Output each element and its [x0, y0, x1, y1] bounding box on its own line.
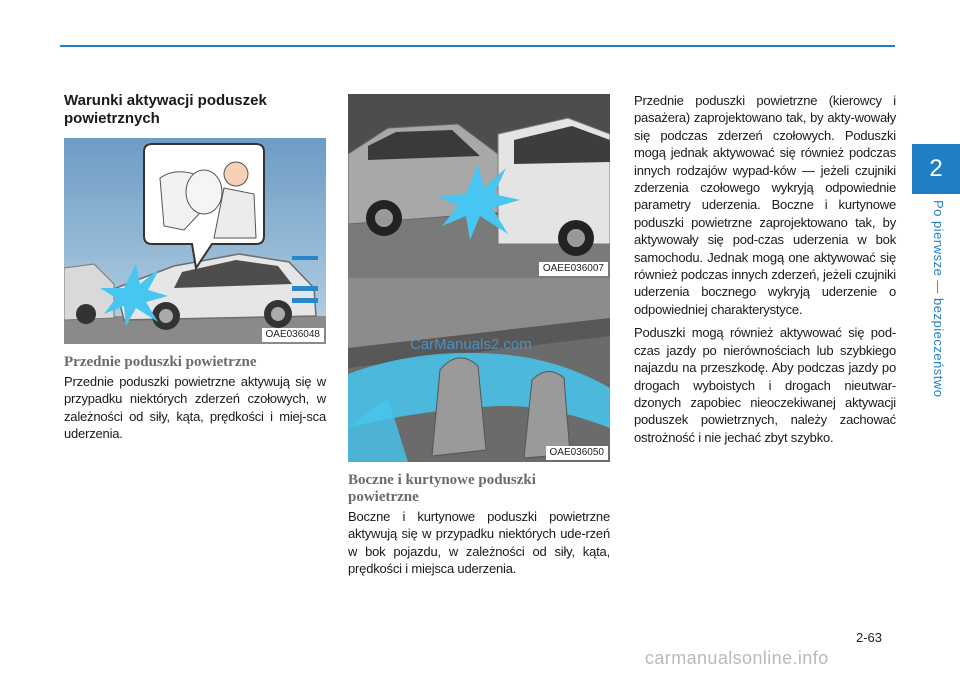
figure-code: OAE036050 [546, 446, 609, 460]
footer-watermark: carmanualsonline.info [645, 648, 829, 668]
figure-curtain-airbag [348, 278, 610, 462]
section-heading: Warunki aktywacji poduszek powietrznych [64, 92, 267, 127]
subheading-frontal: Przednie poduszki powietrzne [64, 354, 257, 370]
subheading-side: Boczne i kurtynowe poduszki powietrzne [348, 472, 536, 505]
body-side: Boczne i kurtynowe poduszki powietrzne aktywują się w przypadku niektórych ude-rzeń w bok pojazdu, w zależności od siły, kąta, prędkości i miejsca uderzenia. [348, 509, 610, 577]
body-frontal: Przednie poduszki powietrzne aktywują się w przypadku niektórych zderzeń czołowych, w zależności od siły, kąta, prędkości i miej-sca uderzenia. [64, 374, 326, 442]
page-number: 2-63 [856, 630, 883, 645]
body-paragraph-2: Poduszki mogą również aktywować się pod-czas jazdy po nierównościach lub szybkiego najazdu na przeszkodę. Aby podczas jazdy po drogach wyboistych i drogach nieutwar-dzonych zapobiec nieoczekiwanej aktywacji poduszek powietrznych, należy zachować ostrożność i nie jechać zbyt szybko. [634, 325, 896, 445]
watermark: CarManuals2.com [410, 336, 532, 353]
side-crash-illustration [348, 94, 610, 278]
chapter-title: Po pierwsze — bezpieczeństwo [931, 200, 946, 398]
figure-code: OAE036048 [262, 328, 325, 342]
column-3 [634, 92, 896, 446]
frontal-crash-illustration [64, 138, 326, 344]
curtain-airbag-illustration [348, 278, 610, 462]
header-rule [60, 45, 895, 47]
figure-code: OAEE036007 [539, 262, 608, 276]
figure-frontal-airbag [64, 138, 326, 344]
chapter-tab[interactable]: 2 [912, 144, 960, 194]
column-2 [348, 94, 610, 578]
column-1 [64, 92, 326, 443]
figure-side-impact [348, 94, 610, 278]
body-paragraph-1: Przednie poduszki powietrzne (kierowcy i pasażera) zaprojektowano tak, by akty-wowały się podczas zderzeń czołowych. Poduszki mogą jednak aktywować się również podczas innych rodzajów wypad-ków — jeżeli czujniki zderzenia czołowego wykryją odpowiednie parametry uderzenia. Boczne i kurtynowe poduszki powietrzne zaprojektowano tak, by aktywowały się pod-czas uderzenia w bok samochodu. Jednak mogą one aktywować się również podczas innych zderzeń, jeżeli czujniki uderzenia bocznego wykryją uderzenie o odpowiedniej charakterystyce. [634, 93, 896, 317]
